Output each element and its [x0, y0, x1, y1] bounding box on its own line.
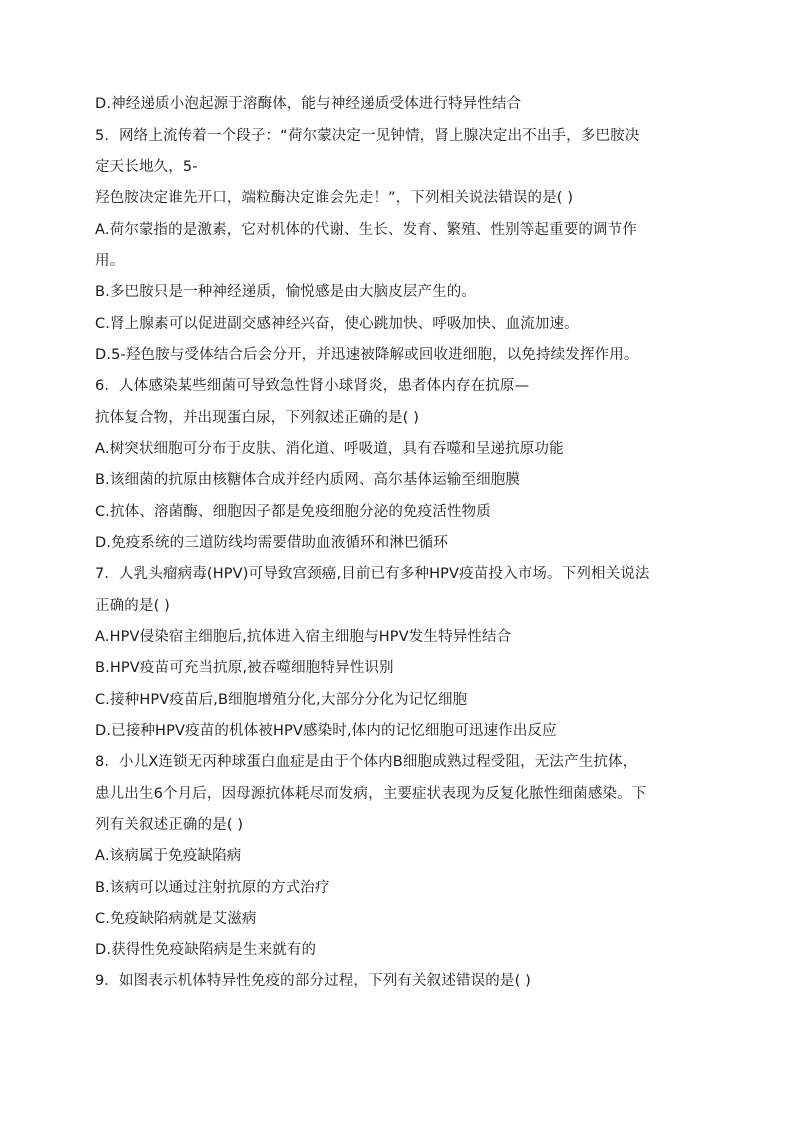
text-line: 抗体复合物，并出现蛋白尿，下列叙述正确的是( ): [95, 410, 420, 426]
text-line: 定天长地久，5-: [95, 159, 198, 175]
text-line: A.HPV侵染宿主细胞后,抗体进入宿主细胞与HPV发生特异性结合: [95, 629, 512, 645]
text-line: D.获得性免疫缺陷病是生来就有的: [95, 942, 317, 958]
text-line: 8．小儿X连锁无丙种球蛋白血症是由于个体内B细胞成熟过程受阻，无法产生抗体，: [95, 754, 638, 770]
text-line: B.多巴胺只是一种神经递质，愉悦感是由大脑皮层产生的。: [95, 284, 477, 300]
text-line: D.5-羟色胺与受体结合后会分开，并迅速被降解或回收进细胞，以免持续发挥作用。: [95, 347, 639, 363]
text-line: 7．人乳头瘤病毒(HPV)可导致宫颈癌,目前已有多种HPV疫苗投入市场。下列相关说法: [95, 566, 650, 582]
text-line: B.该细菌的抗原由核糖体合成并经内质网、高尔基体运输至细胞膜: [95, 472, 521, 488]
text-line: A.树突状细胞可分布于皮肤、消化道、呼吸道，具有吞噬和呈递抗原功能: [95, 441, 564, 457]
text-line: C.接种HPV疫苗后,B细胞增殖分化,大部分分化为记忆细胞: [95, 692, 468, 708]
text-line: C.免疫缺陷病就是艾滋病: [95, 911, 257, 927]
text-line: 5．网络上流传着一个段子：“荷尔蒙决定一见钟情，肾上腺决定出不出手，多巴胺决: [95, 128, 640, 144]
text-line: C.抗体、溶菌酶、细胞因子都是免疫细胞分泌的免疫活性物质: [95, 504, 491, 520]
text-line: B.HPV疫苗可充当抗原,被吞噬细胞特异性识别: [95, 660, 394, 676]
text-line: 正确的是( ): [95, 598, 170, 614]
text-line: C.肾上腺素可以促进副交感神经兴奋，使心跳加快、呼吸加快、血流加速。: [95, 316, 579, 332]
text-line: A.该病属于免疫缺陷病: [95, 848, 242, 864]
text-line: 9．如图表示机体特异性免疫的部分过程，下列有关叙述错误的是( ): [95, 973, 531, 989]
text-line: D.已接种HPV疫苗的机体被HPV感染时,体内的记忆细胞可迅速作出反应: [95, 723, 557, 739]
text-line: 6．人体感染某些细菌可导致急性肾小球肾炎，患者体内存在抗原—: [95, 378, 530, 394]
text-line: D.神经递质小泡起源于溶酶体，能与神经递质受体进行特异性结合: [95, 96, 522, 112]
text-line: B.该病可以通过注射抗原的方式治疗: [95, 880, 330, 896]
text-line: 羟色胺决定谁先开口，端粒酶决定谁会先走！”，下列相关说法错误的是( ): [95, 190, 574, 206]
text-line: 列有关叙述正确的是( ): [95, 817, 244, 833]
text-line: A.荷尔蒙指的是激素，它对机体的代谢、生长、发育、繁殖、性别等起重要的调节作: [95, 222, 637, 238]
text-line: 患儿出生6个月后，因母源抗体耗尽而发病，主要症状表现为反复化脓性细菌感染。下: [95, 786, 647, 802]
text-line: 用。: [95, 253, 125, 269]
text-line: D.免疫系统的三道防线均需要借助血液循环和淋巴循环: [95, 535, 449, 551]
